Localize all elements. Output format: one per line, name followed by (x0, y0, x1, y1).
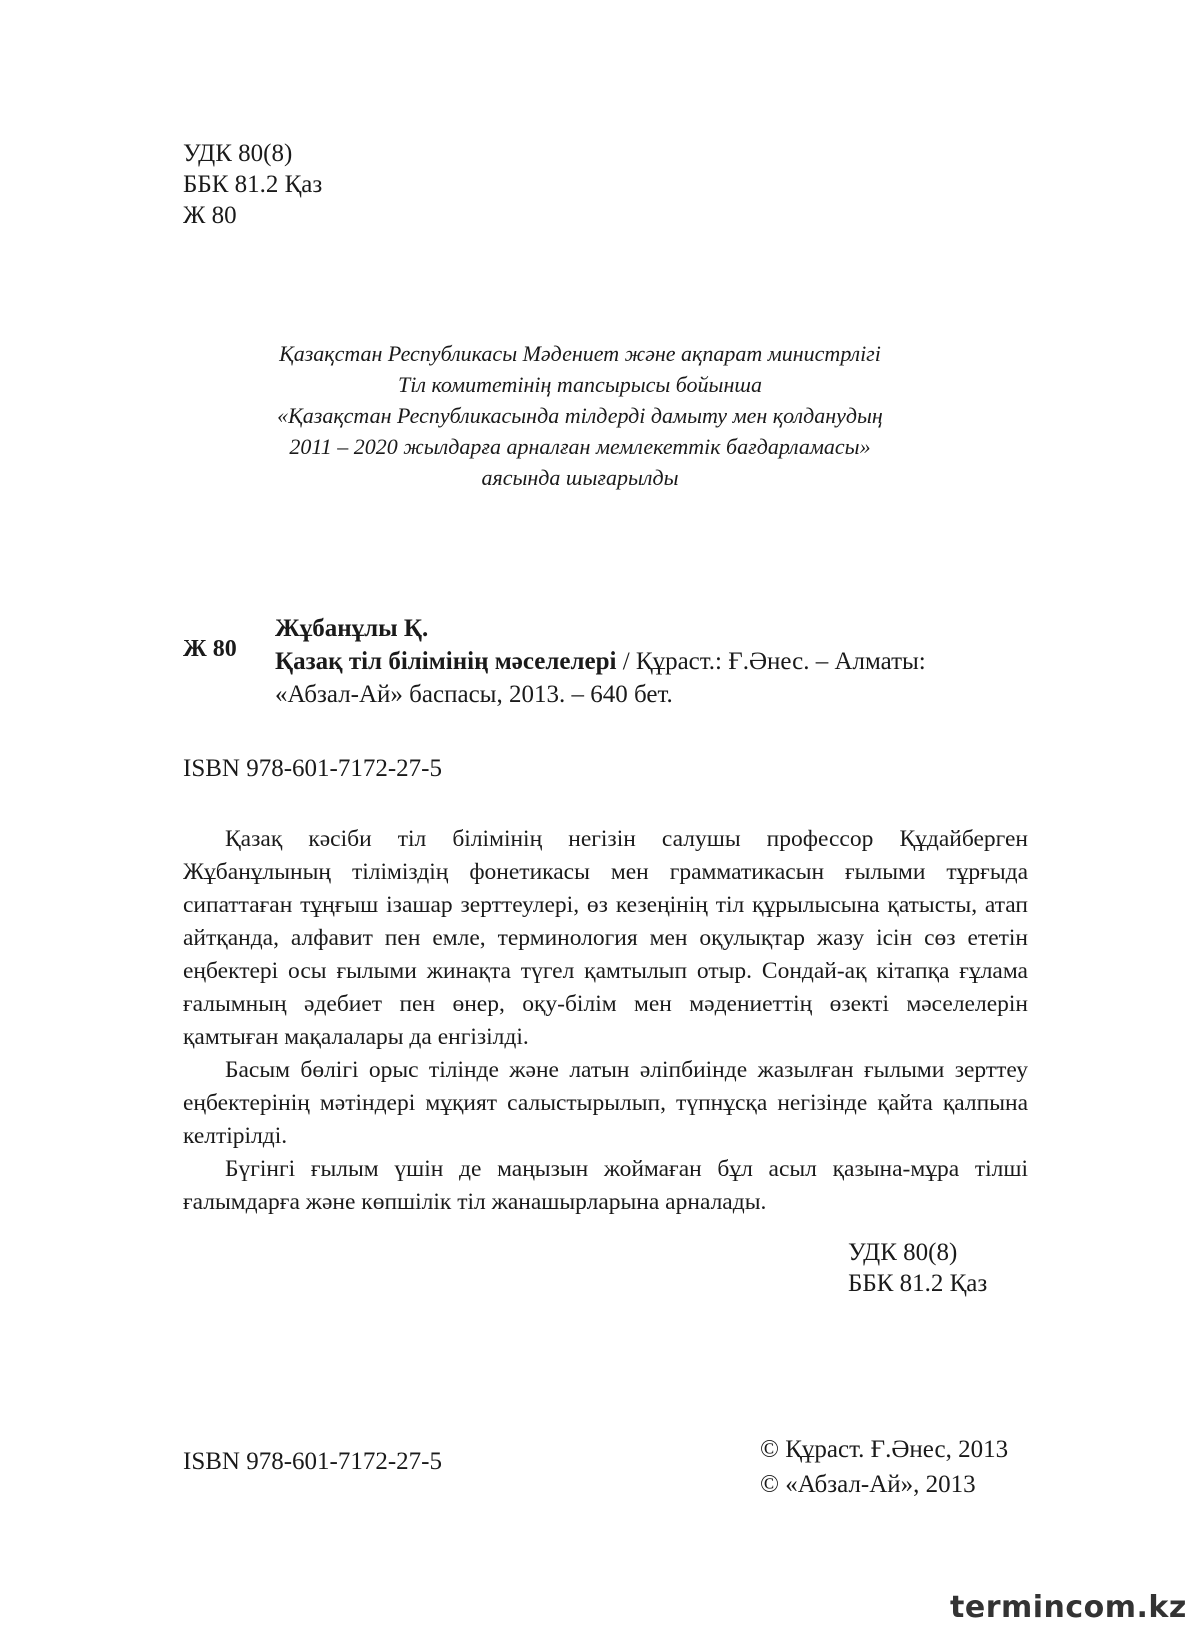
author-mark: Ж 80 (183, 202, 237, 229)
publication-note-line: 2011 – 2020 жылдарға арналған мемлекеттік бағдарламасы» (289, 434, 871, 459)
publication-note-line: Қазақстан Республикасы Мəдениет жəне ақпарат министрлігі (279, 341, 881, 366)
bbk-code: ББК 81.2 Қаз (183, 171, 323, 198)
catalog-author: Жұбанұлы Қ. (275, 615, 429, 642)
bbk-code: ББК 81.2 Қаз (848, 1270, 988, 1297)
isbn-top: ISBN 978-601-7172-27-5 (183, 755, 443, 782)
catalog-entry (275, 612, 926, 711)
publication-note-line: Тіл комитетінің тапсырысы бойынша (398, 372, 762, 397)
catalog-title-rest: / Құраст.: Ғ.Əнес. – Алматы: (616, 648, 926, 675)
udk-block-top (183, 138, 322, 231)
catalog-code: Ж 80 (183, 636, 237, 662)
copyright-line: © Құраст. Ғ.Əнес, 2013 (760, 1436, 1009, 1463)
annotation-paragraph: Бүгінгі ғылым үшін де маңызын жоймаған бұл асыл қазына-мұра тілші ғалымдарға жəне көпшілік тіл жанашырларына арналады. (183, 1156, 1028, 1215)
annotation-paragraph: Басым бөлігі орыс тілінде жəне латын əліпбиінде жазылған ғылыми зерттеу еңбектерінің мəтіндері мұқият салыстырылып, түпнұсқа негізінде қайта қалпына келтірілді. (183, 1057, 1028, 1149)
copyright-block (760, 1432, 1008, 1502)
annotation-paragraph: Қазақ кəсіби тіл білімінің негізін салушы профессор Құдайберген Жұбанұлының тіліміздің фонетикасы мен грамматикасын ғылыми тұрғыда сипаттаған тұңғыш ізашар зерттеулері, өз кезеңінің тіл құрылысына қатысты, атап айтқанда, алфавит пен емле, терминология мен оқулықтар жазу ісін сөз ететін еңбектері осы ғылыми жинақта түгел қамтылып отыр. Сондай-ақ кітапқа ғұлама ғалымның əдебиет пен өнер, оқу-білім мен мəдениеттің өзекті мəселелерін қамтыған мақалалары да енгізілді. (183, 826, 1028, 1050)
publication-note-line: аясында шығарылды (481, 465, 679, 490)
udk-code: УДК 80(8) (848, 1239, 958, 1266)
catalog-title: Қазақ тіл білімінің мəселелері (275, 648, 617, 675)
publication-note-line: «Қазақстан Республикасында тілдерді дамыту мен қолданудың (277, 403, 883, 428)
copyright-line: © «Абзал-Ай», 2013 (760, 1471, 976, 1498)
udk-code: УДК 80(8) (183, 140, 293, 167)
catalog-publisher-line: «Абзал-Ай» баспасы, 2013. – 640 бет. (275, 681, 673, 708)
publication-note (160, 338, 1000, 493)
site-watermark: termincom.kz (950, 1590, 1187, 1625)
udk-block-bottom (848, 1237, 987, 1299)
annotation (183, 823, 1028, 1219)
isbn-bottom: ISBN 978-601-7172-27-5 (183, 1448, 443, 1475)
catalog-title-line (275, 645, 926, 678)
